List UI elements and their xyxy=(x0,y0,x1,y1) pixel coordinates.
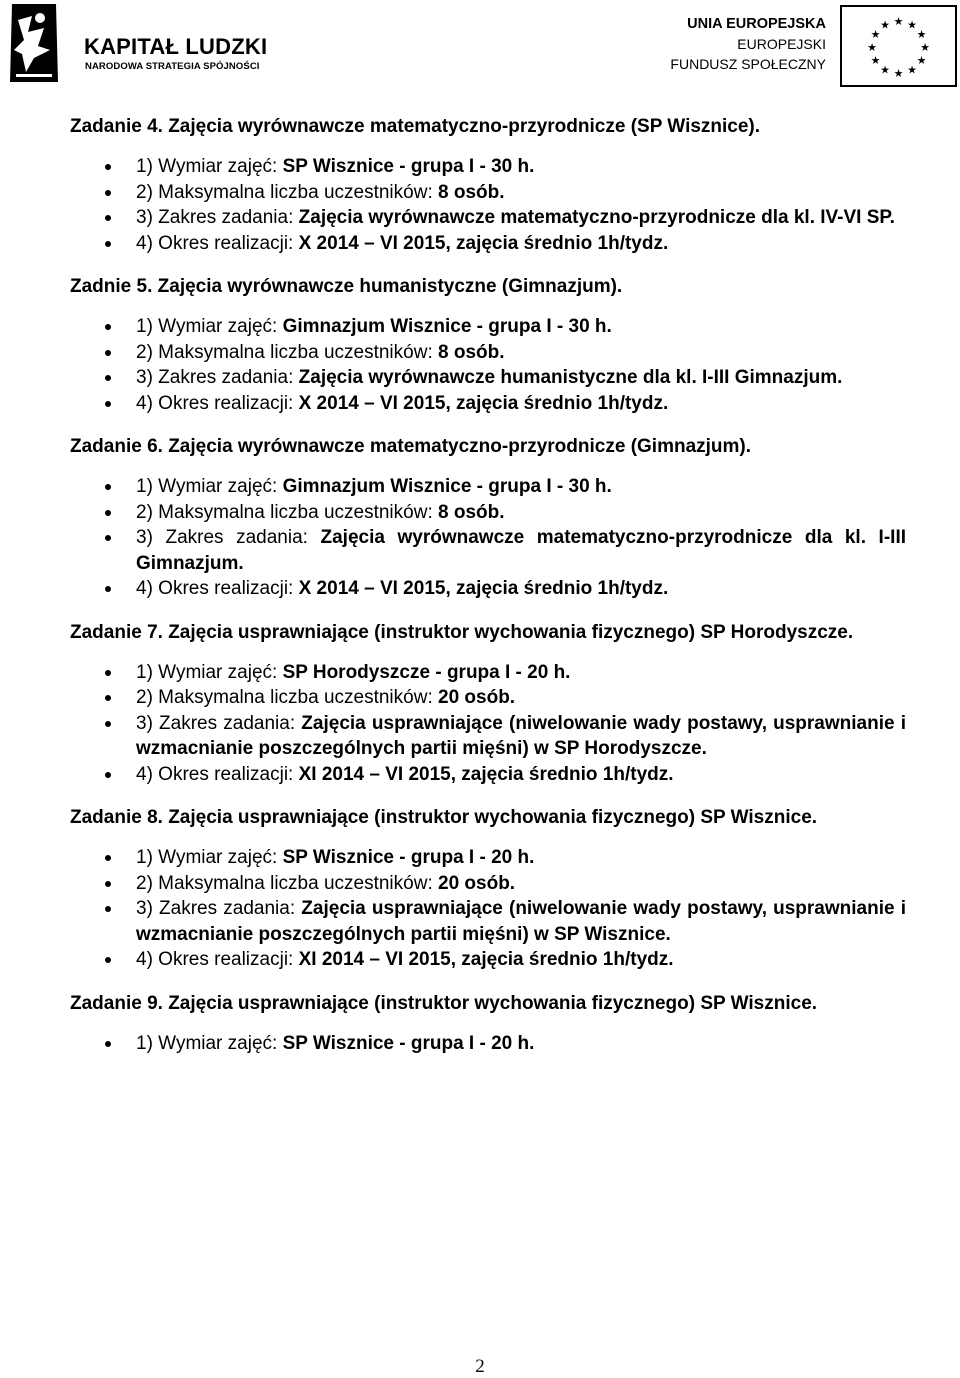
list-item xyxy=(70,180,906,206)
kapital-ludzki-subtitle: NARODOWA STRATEGIA SPÓJNOŚCI xyxy=(85,61,260,72)
item-value: Zajęcia usprawniające (niwelowanie wady postawy, usprawnianie i wzmacnianie poszczególnych partii mięśni) w SP Wisznice. xyxy=(136,898,906,945)
item-label: 2) Maksymalna liczba uczestników: xyxy=(136,341,438,363)
section-number: Zadanie 8. xyxy=(70,807,169,828)
item-value: SP Wisznice - grupa I - 20 h. xyxy=(282,847,535,868)
item-value: SP Wisznice - grupa I - 30 h. xyxy=(282,156,535,177)
list-item xyxy=(70,762,906,788)
item-value: X 2014 – VI 2015, zajęcia średnio 1h/tydz. xyxy=(298,392,669,414)
svg-text:★: ★ xyxy=(893,67,904,80)
list-item xyxy=(70,711,906,762)
bullet-icon xyxy=(105,906,111,912)
list-item xyxy=(70,205,906,231)
item-value: 8 osób. xyxy=(438,341,505,363)
bullet-icon xyxy=(105,695,111,701)
item-label: 4) Okres realizacji: xyxy=(136,392,299,414)
item-value: Zajęcia wyrównawcze matematyczno-przyrodnicze dla kl. IV-VI SP. xyxy=(298,207,895,228)
section-heading: Zajęcia wyrównawcze matematyczno-przyrodnicze (SP Wisznice). xyxy=(168,116,761,137)
list-item xyxy=(70,314,906,340)
item-label: 2) Maksymalna liczba uczestników: xyxy=(136,501,438,523)
item-label: 4) Okres realizacji: xyxy=(136,578,299,599)
kapital-ludzki-emblem-icon xyxy=(4,2,64,86)
section-number: Zadanie 9. xyxy=(70,992,169,1014)
section-zadanie-7 xyxy=(70,620,906,788)
section-title xyxy=(70,274,906,300)
eu-logo-line3: FUNDUSZ SPOŁECZNY xyxy=(670,56,826,72)
section-heading: Zajęcia wyrównawcze matematyczno-przyrodnicze (Gimnazjum). xyxy=(168,436,752,457)
section-title xyxy=(70,114,906,140)
item-label: 1) Wymiar zajęć: xyxy=(136,1032,283,1054)
svg-text:★: ★ xyxy=(920,41,930,54)
item-label: 4) Okres realizacji: xyxy=(136,232,299,254)
item-value: XI 2014 – VI 2015, zajęcia średnio 1h/tydz. xyxy=(298,949,674,970)
item-value: 20 osób. xyxy=(438,687,516,708)
list-item xyxy=(70,845,906,871)
bullet-icon xyxy=(105,164,111,170)
section-list xyxy=(70,845,906,973)
list-item xyxy=(70,896,906,947)
bullet-icon xyxy=(105,241,111,247)
item-value: X 2014 – VI 2015, zajęcia średnio 1h/tydz. xyxy=(298,232,669,254)
list-item xyxy=(70,871,906,897)
section-number: Zadanie 6. xyxy=(70,436,169,457)
section-title xyxy=(70,434,906,460)
item-label: 3) Zakres zadania: xyxy=(136,527,321,548)
eu-logo-line1: UNIA EUROPEJSKA xyxy=(687,16,826,32)
section-heading: Zajęcia wyrównawcze humanistyczne (Gimnazjum). xyxy=(157,276,623,297)
item-label: 2) Maksymalna liczba uczestników: xyxy=(136,872,438,894)
page-number: 2 xyxy=(475,1356,485,1377)
svg-text:★: ★ xyxy=(907,63,917,77)
bullet-icon xyxy=(105,324,111,330)
kapital-ludzki-title: KAPITAŁ LUDZKI xyxy=(84,34,268,59)
list-item xyxy=(70,365,906,391)
section-number: Zadanie 4. xyxy=(70,116,169,137)
list-item xyxy=(70,660,906,686)
item-label: 3) Zakres zadania: xyxy=(136,207,299,228)
bullet-icon xyxy=(105,190,111,196)
item-value: Zajęcia usprawniające (niwelowanie wady postawy, usprawnianie i wzmacnianie poszczególnych partii mięśni) w SP Horodyszcze. xyxy=(136,712,906,759)
section-number: Zadnie 5. xyxy=(70,276,158,297)
item-value: SP Horodyszcze - grupa I - 20 h. xyxy=(282,661,571,683)
svg-text:★: ★ xyxy=(916,54,927,67)
bullet-icon xyxy=(105,855,111,861)
bullet-icon xyxy=(105,721,111,727)
item-value: Zajęcia wyrównawcze humanistyczne dla kl. I-III Gimnazjum. xyxy=(298,367,843,388)
item-label: 2) Maksymalna liczba uczestników: xyxy=(136,687,438,708)
item-label: 4) Okres realizacji: xyxy=(136,949,299,970)
section-list xyxy=(70,1031,906,1057)
bullet-icon xyxy=(105,772,111,778)
svg-text:★: ★ xyxy=(870,28,881,41)
bullet-icon xyxy=(105,350,111,356)
document-body xyxy=(70,114,906,1074)
item-value: X 2014 – VI 2015, zajęcia średnio 1h/tydz. xyxy=(298,578,669,599)
svg-text:★: ★ xyxy=(916,28,927,41)
item-value: 8 osób. xyxy=(438,181,505,203)
svg-text:★: ★ xyxy=(893,15,904,28)
section-list xyxy=(70,314,906,416)
section-title xyxy=(70,991,906,1017)
section-zadanie-8 xyxy=(70,805,906,973)
item-label: 3) Zakres zadania: xyxy=(136,712,302,734)
list-item xyxy=(70,1031,906,1057)
item-label: 1) Wymiar zajęć: xyxy=(136,316,283,337)
bullet-icon xyxy=(105,375,111,381)
item-label: 1) Wymiar zajęć: xyxy=(136,156,283,177)
bullet-icon xyxy=(105,881,111,887)
page-header xyxy=(0,0,960,92)
svg-text:★: ★ xyxy=(867,41,877,54)
eu-logo-text xyxy=(660,14,826,74)
section-heading: Zajęcia usprawniające (instruktor wychowania fizycznego) SP Horodyszcze. xyxy=(168,621,854,643)
list-item xyxy=(70,576,906,602)
item-label: 3) Zakres zadania: xyxy=(136,898,302,919)
svg-text:★: ★ xyxy=(880,18,890,32)
section-heading: Zajęcia usprawniające (instruktor wychowania fizycznego) SP Wisznice. xyxy=(168,807,818,828)
section-zadanie-9 xyxy=(70,991,906,1057)
list-item xyxy=(70,947,906,973)
svg-text:★: ★ xyxy=(907,18,917,32)
item-label: 3) Zakres zadania: xyxy=(136,367,299,388)
section-list xyxy=(70,154,906,256)
list-item xyxy=(70,340,906,366)
bullet-icon xyxy=(105,1041,111,1047)
list-item xyxy=(70,685,906,711)
list-item xyxy=(70,525,906,576)
list-item xyxy=(70,231,906,257)
bullet-icon xyxy=(105,957,111,963)
bullet-icon xyxy=(105,670,111,676)
item-label: 1) Wymiar zajęć: xyxy=(136,847,283,868)
item-value: 8 osób. xyxy=(438,501,505,523)
bullet-icon xyxy=(105,401,111,407)
section-list xyxy=(70,660,906,788)
eu-flag-icon xyxy=(840,5,957,87)
section-heading: Zajęcia usprawniające (instruktor wychowania fizycznego) SP Wisznice. xyxy=(168,992,818,1014)
bullet-icon xyxy=(105,215,111,221)
bullet-icon xyxy=(105,510,111,516)
eu-logo-line2: EUROPEJSKI xyxy=(737,36,826,52)
item-value: SP Wisznice - grupa I - 20 h. xyxy=(282,1032,535,1054)
svg-text:★: ★ xyxy=(870,54,881,67)
item-label: 1) Wymiar zajęć: xyxy=(136,661,283,683)
list-item xyxy=(70,500,906,526)
item-value: Gimnazjum Wisznice - grupa I - 30 h. xyxy=(282,476,612,497)
item-label: 4) Okres realizacji: xyxy=(136,763,299,785)
bullet-icon xyxy=(105,484,111,490)
bullet-icon xyxy=(105,586,111,592)
item-value: XI 2014 – VI 2015, zajęcia średnio 1h/tydz. xyxy=(298,763,674,785)
bullet-icon xyxy=(105,535,111,541)
section-zadanie-5 xyxy=(70,274,906,416)
section-zadanie-4 xyxy=(70,114,906,256)
section-number: Zadanie 7. xyxy=(70,621,169,643)
list-item xyxy=(70,154,906,180)
item-label: 1) Wymiar zajęć: xyxy=(136,476,283,497)
section-zadanie-6 xyxy=(70,434,906,602)
item-value: 20 osób. xyxy=(438,872,516,894)
svg-text:★: ★ xyxy=(880,63,890,77)
section-list xyxy=(70,474,906,602)
item-value: Gimnazjum Wisznice - grupa I - 30 h. xyxy=(282,316,612,337)
item-value: Zajęcia wyrównawcze matematyczno-przyrodnicze dla kl. I-III Gimnazjum. xyxy=(136,527,906,574)
section-title xyxy=(70,805,906,831)
list-item xyxy=(70,391,906,417)
item-label: 2) Maksymalna liczba uczestników: xyxy=(136,181,438,203)
list-item xyxy=(70,474,906,500)
section-title xyxy=(70,620,906,646)
